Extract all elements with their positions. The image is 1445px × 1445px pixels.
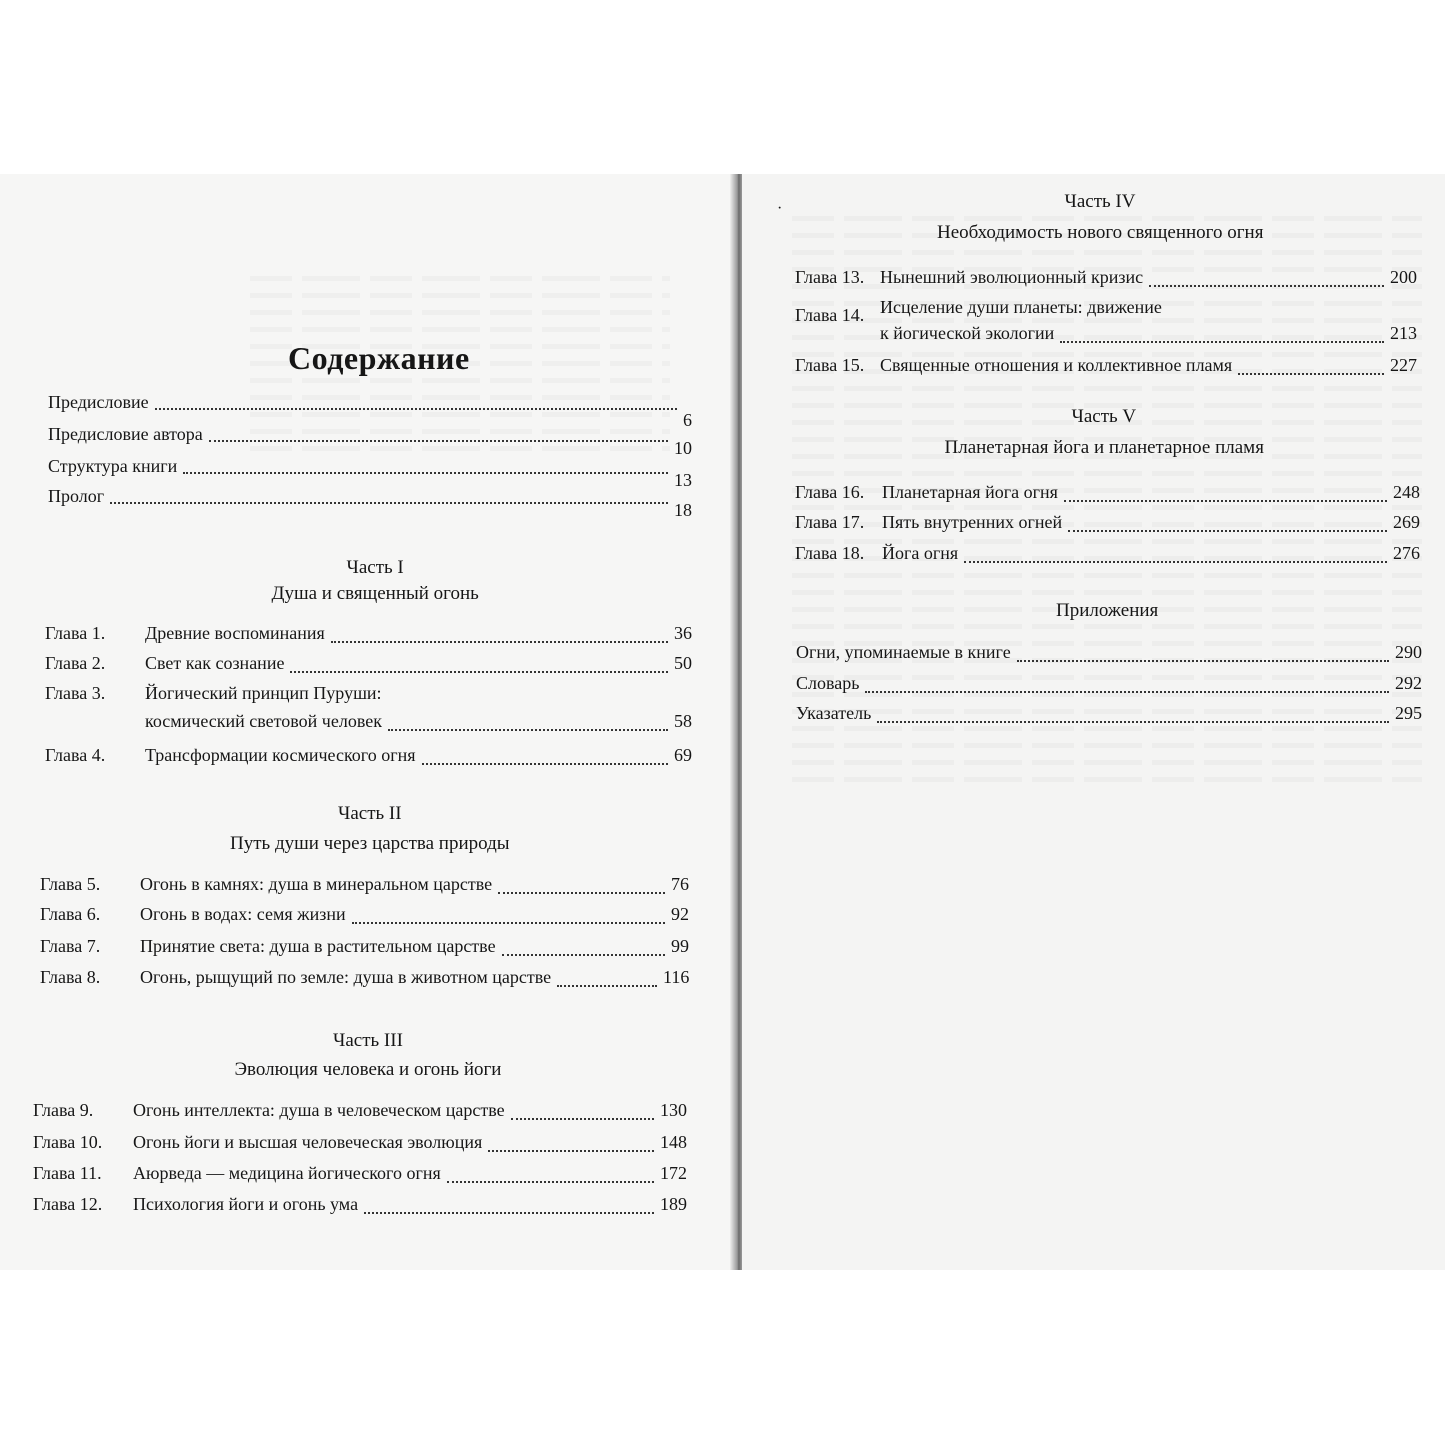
chapter-label: Глава 8. <box>40 967 101 987</box>
page-number: 13 <box>674 470 692 490</box>
dot-leader <box>1017 642 1389 662</box>
toc-chapter-entry <box>0 355 1445 379</box>
page-number: 130 <box>660 1100 687 1120</box>
chapter-label: Глава 3. <box>45 683 106 703</box>
appendix-entry <box>0 673 1445 697</box>
page-number: 292 <box>1395 673 1422 693</box>
dot-leader <box>1068 512 1387 532</box>
entry-title: Древние воспоминания <box>145 623 325 643</box>
entry-title: Принятие света: душа в растительном царстве <box>140 936 496 956</box>
dot-leader <box>557 967 657 987</box>
entry-title: Йога огня <box>882 543 959 563</box>
entry-title: Огонь в водах: семя жизни <box>140 904 346 924</box>
toc-chapter-entry <box>0 1194 1445 1218</box>
dot-leader <box>331 623 668 643</box>
dot-leader <box>155 390 677 410</box>
entry-title: Пролог <box>48 486 105 506</box>
toc-chapter-entry <box>0 904 1445 928</box>
dot-leader <box>1149 267 1384 287</box>
dot-leader <box>364 1194 654 1214</box>
dot-leader <box>488 1132 654 1152</box>
page-title: Содержание <box>288 340 470 376</box>
page-number: 92 <box>671 904 689 924</box>
entry-title: Пять внутренних огней <box>882 512 1063 532</box>
entry-title: Огонь интеллекта: душа в человеческом царстве <box>133 1100 505 1120</box>
dot-leader <box>1060 323 1384 343</box>
entry-title: Планетарная йога огня <box>882 482 1058 502</box>
entry-title-line1: Исцеление души планеты: движение <box>880 297 1162 317</box>
entry-title-line1: Йогический принцип Пуруши: <box>145 683 382 703</box>
chapter-label: Глава 14. <box>795 305 865 325</box>
chapter-label: Глава 2. <box>45 653 106 673</box>
part-heading: Часть V <box>1071 406 1137 427</box>
part-heading: Часть II <box>338 803 402 824</box>
entry-title: Указатель <box>796 703 872 723</box>
toc-chapter-entry <box>0 543 1445 567</box>
toc-chapter-entry-line2 <box>0 323 1445 347</box>
dot-leader <box>422 745 668 765</box>
part-heading: Часть I <box>346 557 404 578</box>
toc-chapter-entry <box>0 936 1445 960</box>
toc-chapter-entry <box>0 967 1445 991</box>
entry-title: Предисловие автора <box>48 424 203 444</box>
page-number: 295 <box>1395 703 1422 723</box>
chapter-label: Глава 17. <box>795 512 865 532</box>
toc-chapter-entry <box>0 1100 1445 1124</box>
page-number: 18 <box>674 500 692 520</box>
toc-chapter-entry <box>0 512 1445 536</box>
chapter-label: Глава 16. <box>795 482 865 502</box>
toc-chapter-entry <box>0 1132 1445 1156</box>
page-number: 116 <box>663 967 690 987</box>
entry-title: к йогической экологии <box>880 323 1055 343</box>
entry-title: Структура книги <box>48 456 178 476</box>
dot-leader <box>964 543 1387 563</box>
chapter-label: Глава 5. <box>40 874 101 894</box>
part-subtitle: Эволюция человека и огонь йоги <box>234 1059 502 1080</box>
entry-title: Нынешний эволюционный кризис <box>880 267 1144 287</box>
page-number: 213 <box>1390 323 1417 343</box>
entry-title: Психология йоги и огонь ума <box>133 1194 359 1214</box>
dot-leader <box>511 1100 654 1120</box>
part-subtitle: Планетарная йога и планетарное пламя <box>944 437 1264 458</box>
appendix-entry <box>0 642 1445 666</box>
appendix-entry <box>0 703 1445 727</box>
entry-title: Предисловие <box>48 392 149 412</box>
chapter-label: Глава 18. <box>795 543 865 563</box>
toc-chapter-entry <box>0 482 1445 506</box>
toc-chapter-entry <box>0 267 1445 291</box>
chapter-label: Глава 10. <box>33 1132 103 1152</box>
part-subtitle: Необходимость нового священного огня <box>937 222 1264 243</box>
entry-title: Огни, упоминаемые в книге <box>796 642 1011 662</box>
chapter-label: Глава 11. <box>33 1163 102 1183</box>
entry-title: Огонь, рыщущий по земле: душа в животном царстве <box>140 967 552 987</box>
entry-title: Словарь <box>796 673 860 693</box>
dot-leader <box>1238 355 1384 375</box>
page-number: 189 <box>660 1194 687 1214</box>
page-number: 50 <box>674 653 692 673</box>
page-speck: · <box>777 200 783 217</box>
entry-title: Трансформации космического огня <box>145 745 416 765</box>
page-number: 76 <box>671 874 689 894</box>
toc-chapter-entry <box>0 1163 1445 1187</box>
page-number: 6 <box>683 410 692 430</box>
page-number: 290 <box>1395 642 1422 662</box>
entry-title: космический световой человек <box>145 711 382 731</box>
dot-leader <box>209 422 668 442</box>
chapter-label: Глава 13. <box>795 267 865 287</box>
dot-leader <box>1064 482 1387 502</box>
part-subtitle: Путь души через царства природы <box>230 833 510 854</box>
chapter-label: Глава 7. <box>40 936 101 956</box>
page-number: 69 <box>674 745 692 765</box>
chapter-label: Глава 1. <box>45 623 106 643</box>
front-matter-entry <box>0 456 1445 490</box>
chapter-label: Глава 9. <box>33 1100 94 1120</box>
toc-chapter-entry <box>0 874 1445 898</box>
entry-title: Огонь в камнях: душа в минеральном царстве <box>140 874 493 894</box>
page-number: 58 <box>674 711 692 731</box>
toc-chapter-entry <box>0 745 1445 769</box>
entry-title: Священные отношения и коллективное пламя <box>880 355 1233 375</box>
page-number: 248 <box>1393 482 1420 502</box>
page-number: 227 <box>1390 355 1417 375</box>
page-number: 10 <box>674 438 692 458</box>
toc-chapter-entry <box>0 297 1445 325</box>
dot-leader <box>865 673 1389 693</box>
appendix-heading: Приложения <box>1056 600 1159 621</box>
part-subtitle: Душа и священный огонь <box>271 583 479 604</box>
page-number: 172 <box>660 1163 687 1183</box>
entry-title: Огонь йоги и высшая человеческая эволюция <box>133 1132 483 1152</box>
dot-leader <box>352 904 665 924</box>
dot-leader <box>447 1163 654 1183</box>
chapter-label: Глава 6. <box>40 904 101 924</box>
page-number: 36 <box>674 623 692 643</box>
page-number: 99 <box>671 936 689 956</box>
dot-leader <box>877 703 1389 723</box>
chapter-label: Глава 4. <box>45 745 106 765</box>
entry-title: Аюрведа — медицина йогического огня <box>133 1163 441 1183</box>
page-number: 276 <box>1393 543 1420 563</box>
dot-leader <box>502 936 665 956</box>
dot-leader <box>498 874 665 894</box>
chapter-label: Глава 15. <box>795 355 865 375</box>
page-number: 200 <box>1390 267 1417 287</box>
part-heading: Часть IV <box>1064 191 1136 212</box>
part-heading: Часть III <box>333 1030 403 1051</box>
dot-leader <box>183 454 668 474</box>
entry-title: Свет как сознание <box>145 653 285 673</box>
page-number: 269 <box>1393 512 1420 532</box>
page-number: 148 <box>660 1132 687 1152</box>
chapter-label: Глава 12. <box>33 1194 103 1214</box>
